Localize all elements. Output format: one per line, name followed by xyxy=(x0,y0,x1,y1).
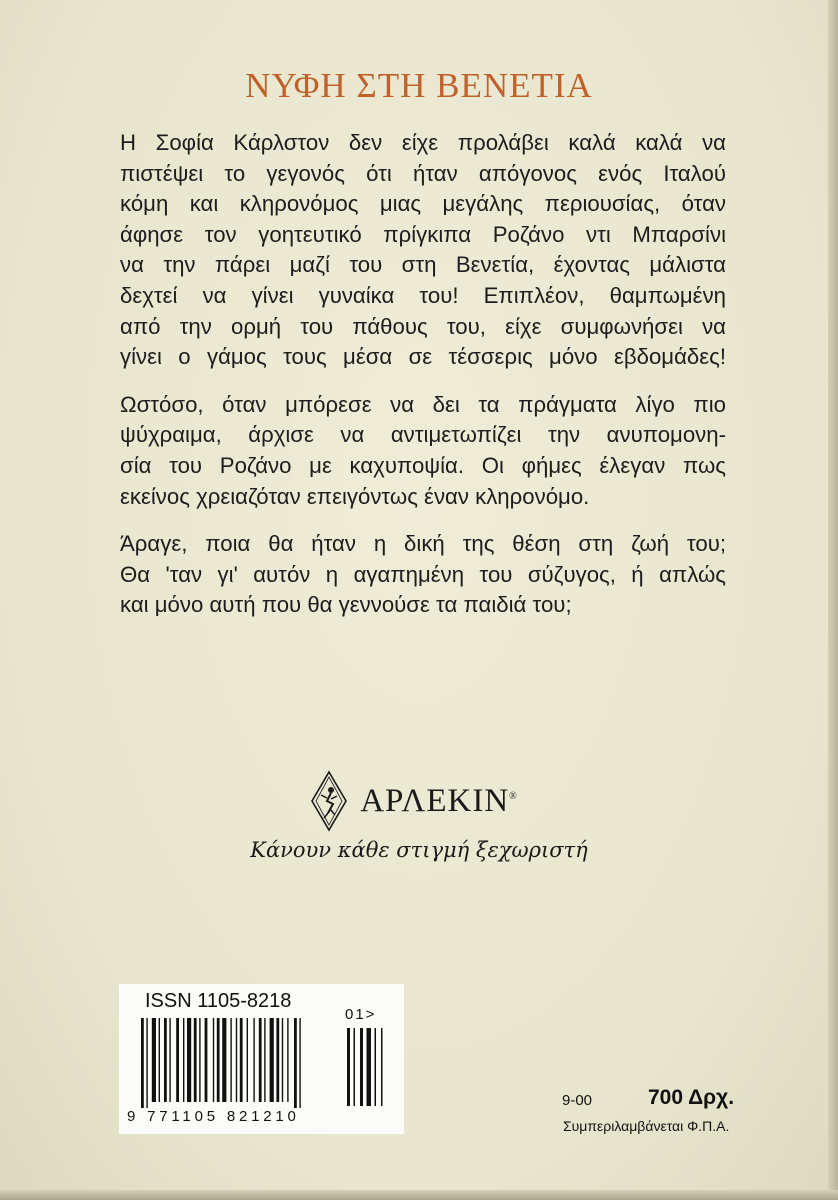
blurb-paragraph-2 xyxy=(120,390,726,512)
cover-edge-right xyxy=(828,0,838,1200)
barcode-bar xyxy=(205,1018,208,1102)
barcode-bar xyxy=(230,1018,231,1102)
barcode-bar xyxy=(213,1018,214,1102)
barcode-bar xyxy=(276,1018,279,1102)
barcode-bar xyxy=(176,1018,179,1102)
barcode-label xyxy=(119,984,404,1134)
barcode-digits: 9 771105 821210 xyxy=(127,1108,300,1125)
edition-code: 9-00 xyxy=(562,1092,593,1109)
text-line: εκείνος χρειαζόταν επειγόντως έναν κληρονόμο. xyxy=(120,483,590,509)
blurb-paragraph-1 xyxy=(120,128,726,373)
barcode-addon-bar xyxy=(360,1028,363,1106)
text-line: Θα 'ταν γι' αυτόν η αγαπημένη του σύζυγος, ή απλώς xyxy=(120,561,726,587)
text-line: και μόνο αυτή που θα γεννούσε τα παιδιά του; xyxy=(120,592,572,618)
text-line: να την πάρει μαζί του στη Βενετία, έχοντας μάλιστα xyxy=(120,252,726,278)
barcode-addon-bar xyxy=(354,1028,356,1106)
registered-mark: ® xyxy=(509,790,518,802)
barcode-bar xyxy=(146,1018,147,1108)
text-line: σία του Ροζάνο με καχυποψία. Οι φήμες έλεγαν πως xyxy=(120,452,726,478)
barcode-addon-bar xyxy=(375,1028,377,1106)
barcode-bar xyxy=(217,1018,220,1102)
barcode-bar xyxy=(141,1018,144,1108)
barcode-addon-bar xyxy=(347,1028,350,1106)
barcode-bar xyxy=(247,1018,248,1102)
barcode-bar xyxy=(299,1018,300,1108)
barcode-bar xyxy=(159,1018,160,1102)
barcode-bar xyxy=(183,1018,184,1102)
text-line: κόμη και κληρονόμος μιας μεγάλης περιουσίας, όταν xyxy=(120,191,726,217)
barcode-bar xyxy=(236,1018,237,1102)
text-line: γίνει ο γάμος τους μέσα σε τέσσερις μόνο εβδομάδες! xyxy=(120,344,726,370)
price-label: 700 Δρχ. xyxy=(648,1086,735,1109)
text-line: άφησε τον γοητευτικό πρίγκιπα Ροζάνο ντι Μπαρσίνι xyxy=(120,221,726,247)
publisher-name: ΑΡΛΕΚΙΝ® xyxy=(360,782,518,819)
text-line: Η Σοφία Κάρλστον δεν είχε προλάβει καλά καλά να xyxy=(120,130,726,155)
issn-number: ISSN 1105-8218 xyxy=(145,990,292,1012)
barcode-bar xyxy=(282,1018,283,1102)
barcode-bar xyxy=(164,1018,167,1102)
publisher-brand xyxy=(0,770,838,862)
blurb-text xyxy=(120,128,726,638)
barcode-bar xyxy=(294,1018,297,1108)
barcode-bar xyxy=(253,1018,254,1102)
text-line: δεχτεί να γίνει γυναίκα του! Επιπλέον, θαμπωμένη xyxy=(120,282,726,308)
text-line: από την ορμή του πάθους του, είχε συμφωνήσει να xyxy=(120,313,726,339)
book-title: ΝΥΦΗ ΣΤΗ ΒΕΝΕΤΙΑ xyxy=(245,66,593,105)
barcode-bar xyxy=(152,1018,156,1102)
barcode-bar xyxy=(270,1018,274,1102)
barcode-bar xyxy=(169,1018,170,1102)
barcode-bar xyxy=(222,1018,226,1102)
barcode-bar xyxy=(199,1018,200,1102)
blurb-paragraph-3 xyxy=(120,529,726,621)
cover-edge-bottom xyxy=(0,1190,838,1200)
barcode-bar xyxy=(259,1018,262,1102)
barcode-bar xyxy=(287,1018,288,1102)
brand-row xyxy=(0,770,838,832)
barcode-addon-bar xyxy=(367,1028,372,1106)
vat-note: Συμπεριλαμβάνεται Φ.Π.Α. xyxy=(563,1118,730,1134)
harlequin-diamond-logo-icon xyxy=(310,770,348,832)
text-line: πιστέψει το γεγονός ότι ήταν απόγονος ενός Ιταλού xyxy=(120,160,726,186)
text-line: ψύχραιμα, άρχισε να αντιμετωπίζει την ανυπομονη- xyxy=(120,422,726,448)
barcode-bar xyxy=(187,1018,191,1102)
publisher-tagline: Κάνουν κάθε στιγμή ξεχωριστή xyxy=(250,838,588,862)
barcode-bar xyxy=(264,1018,265,1102)
barcode-bar xyxy=(194,1018,197,1102)
text-line: Άραγε, ποια θα ήταν η δική της θέση στη ζωή του; xyxy=(120,531,726,557)
text-line: Ωστόσο, όταν μπόρεσε να δει τα πράγματα λίγο πιο xyxy=(120,391,726,417)
barcode-addon-code: 01> xyxy=(345,1006,377,1023)
barcode-addon-bar xyxy=(381,1028,383,1106)
barcode-bar xyxy=(240,1018,243,1102)
